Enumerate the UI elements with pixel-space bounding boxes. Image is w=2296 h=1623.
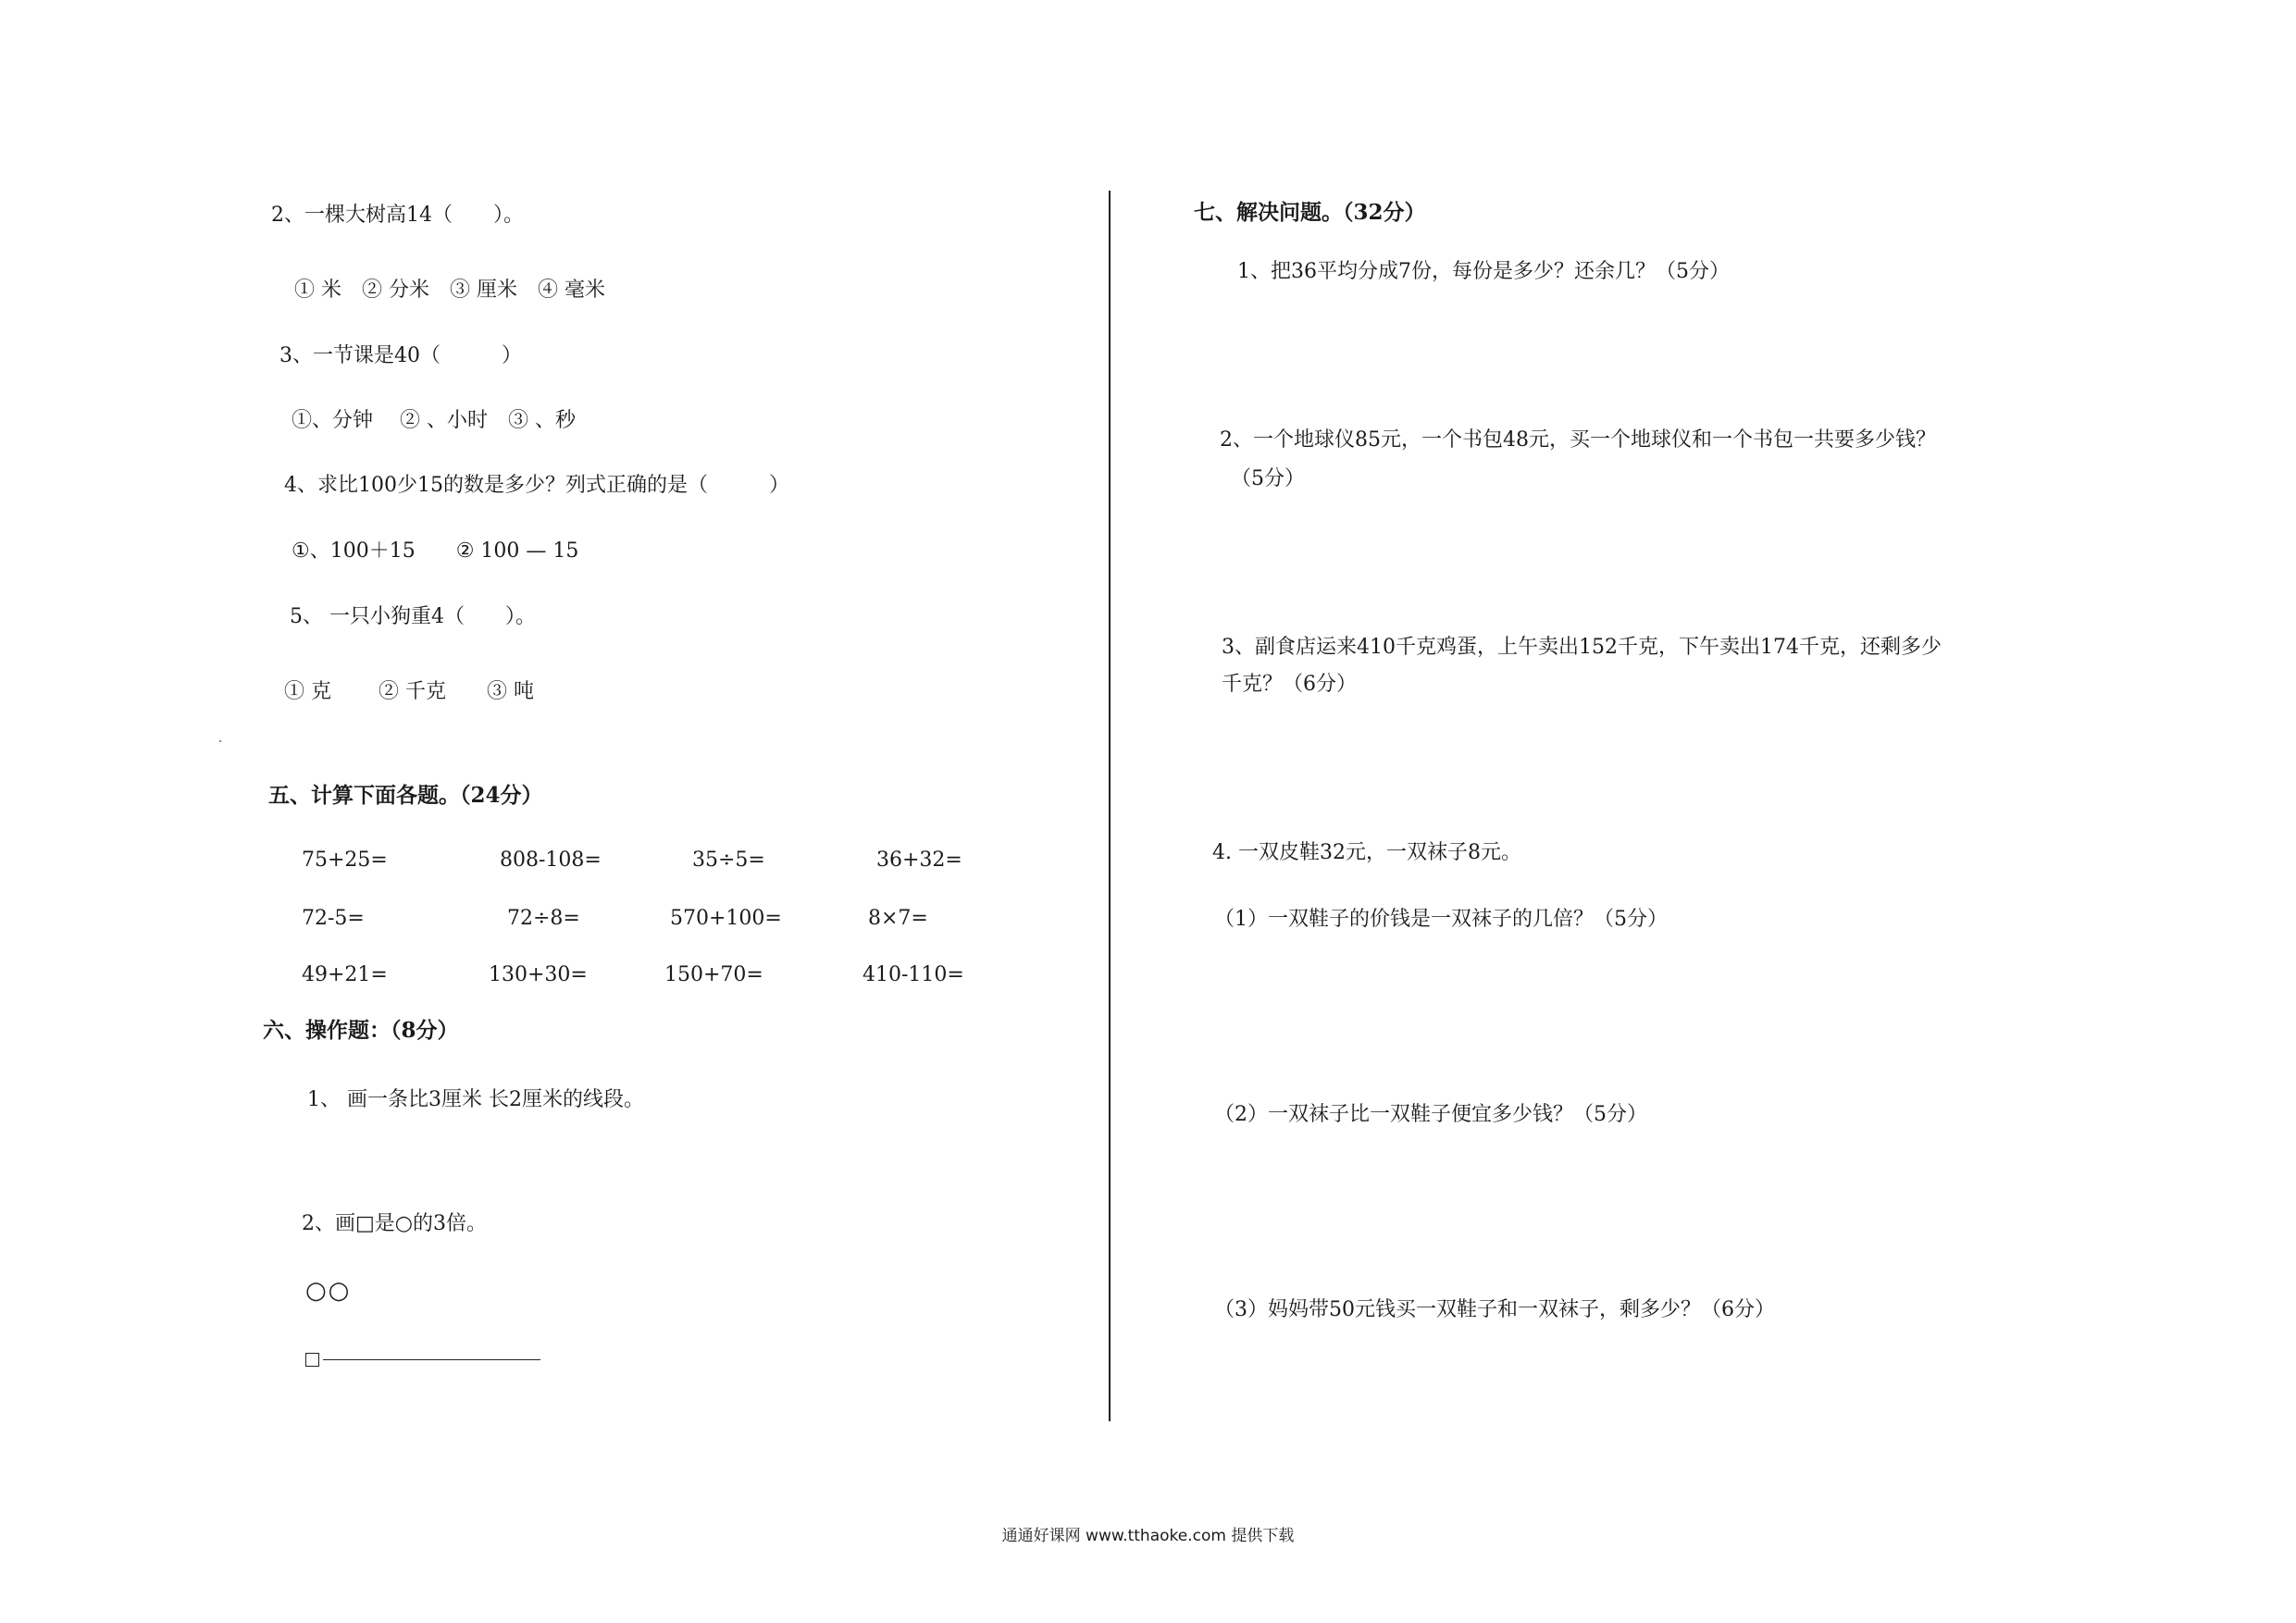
circles-shape: ○○ (305, 1277, 352, 1305)
question-4-text: 4、求比100少15的数是多少？列式正确的是（ ） (284, 474, 789, 497)
section-7-question-4-part-2: （2）一双袜子比一双鞋子便宜多少钱？（5分） (1214, 1103, 1647, 1126)
calc-item: 35÷5= (692, 849, 765, 872)
calc-item: 72÷8= (507, 907, 580, 930)
calc-item: 8×7= (868, 907, 928, 930)
section-7-question-3-line-2: 千克？（6分） (1222, 673, 1357, 696)
answer-line (323, 1359, 540, 1360)
calc-item: 130+30= (489, 963, 588, 986)
question-3-options: ①、分钟 ② 、小时 ③ 、秒 (292, 409, 576, 432)
section-6-question-1: 1、 画一条比3厘米 长2厘米的线段。 (307, 1088, 644, 1111)
square-answer-line (305, 1353, 540, 1367)
question-2-text: 2、一棵大树高14（ ）。 (271, 204, 524, 227)
square-shape (305, 1353, 319, 1367)
section-7-question-4: 4. 一双皮鞋32元，一双袜子8元。 (1212, 841, 1521, 864)
footer-text: 通通好课网 www.tthaoke.com 提供下载 (1001, 1527, 1295, 1545)
speck (219, 740, 221, 742)
calc-item: 808-108= (500, 849, 602, 872)
question-4-options: ①、100＋15 ② 100 — 15 (292, 539, 579, 563)
question-2-options: ① 米 ② 分米 ③ 厘米 ④ 毫米 (294, 279, 605, 302)
section-6-title: 六、操作题：（8分） (263, 1018, 459, 1043)
section-7-question-2-line-1: 2、一个地球仪85元，一个书包48元，买一个地球仪和一个书包一共要多少钱？ (1220, 428, 1936, 452)
section-7-question-4-part-1: （1）一双鞋子的价钱是一双袜子的几倍？（5分） (1214, 908, 1668, 931)
calc-item: 36+32= (876, 849, 962, 872)
calc-item: 410-110= (863, 963, 964, 986)
calc-item: 570+100= (670, 907, 782, 930)
question-5-text: 5、 一只小狗重4（ ）。 (290, 605, 536, 628)
calc-item: 150+70= (664, 963, 763, 986)
question-5-options: ① 克 ② 千克 ③ 吨 (284, 680, 534, 703)
question-3-text: 3、一节课是40（ ） (279, 344, 522, 367)
section-7-question-1: 1、把36平均分成7份，每份是多少？还余几？（5分） (1237, 260, 1730, 283)
section-7-question-4-part-3: （3）妈妈带50元钱买一双鞋子和一双袜子，剩多少？（6分） (1214, 1298, 1775, 1321)
section-7-question-3-line-1: 3、副食店运来410千克鸡蛋，上午卖出152千克，下午卖出174千克，还剩多少 (1222, 636, 1942, 659)
column-divider (1109, 191, 1111, 1421)
section-7-title: 七、解决问题。（32分） (1194, 200, 1426, 225)
calc-item: 72-5= (302, 907, 365, 930)
section-7-question-2-line-2: （5分） (1231, 467, 1305, 490)
section-6-question-2: 2、画□是○的3倍。 (302, 1212, 487, 1235)
section-5-title: 五、计算下面各题。（24分） (268, 783, 543, 808)
calc-item: 49+21= (302, 963, 388, 986)
calc-item: 75+25= (302, 849, 388, 872)
